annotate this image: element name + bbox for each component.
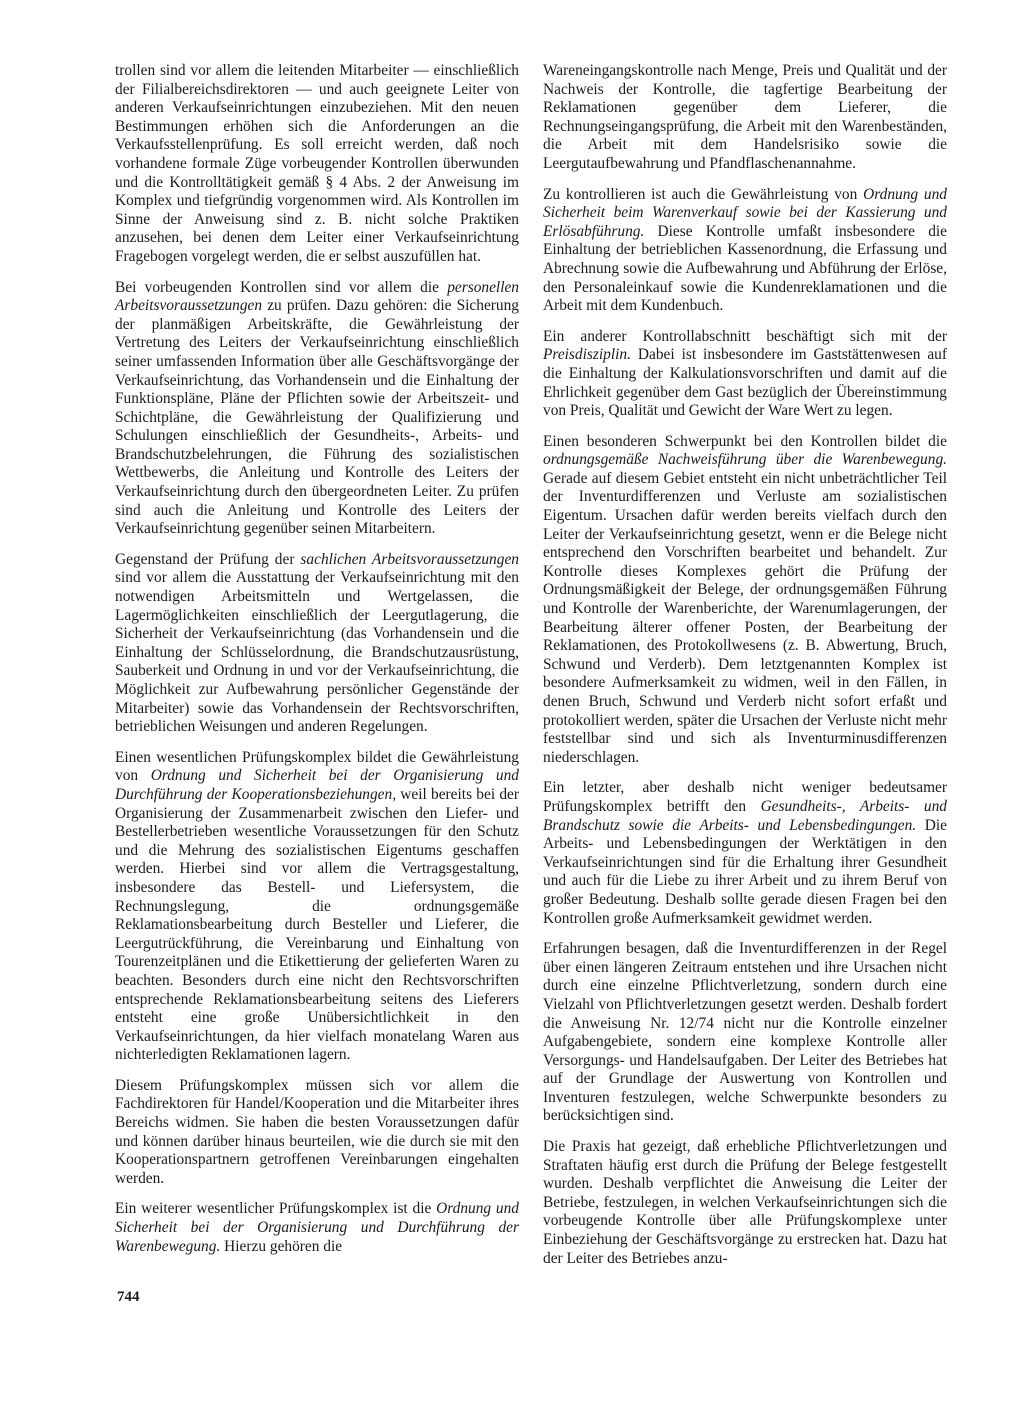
right-paragraph-5 bbox=[543, 779, 947, 928]
left-paragraph-2 bbox=[115, 279, 519, 539]
right-paragraph-6 bbox=[543, 940, 947, 1126]
text-run: Einen wesentlichen Prüfungskomplex bildet die Gewährleistung von bbox=[115, 748, 519, 785]
emphasized-text: Ordnung und Sicherheit bei der Organisierung und Durchführung der Warenbewegung. bbox=[115, 1200, 519, 1255]
text-run: Die Praxis hat gezeigt, daß erhebliche Pflichtverletzungen und Straftaten häufig erst durch die Prüfung der Belege festgestellt wurden. Deshalb verpflichtet die Anweisung die Leiter der Betriebe, festzulegen, in welchen Verkaufseinrichtungen sich die vorbeugende Kontrolle über alle Prüfungskomplexe unter Einbeziehung der Geschäftsvorgänge zu erstrecken hat. Dazu hat der Leiter des Betriebes anzu- bbox=[543, 1138, 947, 1267]
right-paragraph-4 bbox=[543, 433, 947, 768]
text-run: weil bereits bei der Organisierung der Zusammenarbeit zwischen den Liefer- und Bestellerbetrieben wesentliche Voraussetzungen für den Schutz und die Mehrung des sozialistischen Eigentums geschaffen werden. Hierbei sind vor allem die Vertragsgestaltung, insbesondere das Bestell- und Liefersystem, die Rechnungslegung, die ordnungsgemäße Reklamationsbearbeitung durch Besteller und Lieferer, die Leergutrückführung, die Vereinbarung und Einhaltung von Tourenzeitplänen und die Etikettierung der gelieferten Waren zu beachten. Besonders durch eine nicht den Rechtsvorschriften entsprechende Reklamationsbearbeitung seitens des Lieferers entsteht eine große Unübersichtlichkeit in den Verkaufseinrichtungen, da hier vielfach monatelang Waren aus nichterledigten Reklamationen lagern. bbox=[115, 785, 519, 1064]
right-paragraph-2 bbox=[543, 186, 947, 316]
text-run: Wareneingangskontrolle nach Menge, Preis und Qualität und der Nachweis der Kontrolle, die tagfertige Bearbeitung der Reklamationen gegenüber dem Lieferer, die Rechnungseingangsprüfung, die Arbeit mit den Warenbeständen, die Arbeit mit dem Handelsrisiko sowie die Leergutaufbewahrung und Pfandflaschenannahme. bbox=[543, 62, 947, 172]
text-run: Diese Kontrolle umfaßt insbesondere die Einhaltung der betrieblichen Kassenordnung, die Erfassung und Abrechnung sowie die Aufbewahrung und Abführung der Erlöse, den Personaleinkauf sowie die Kundenreklamationen und die Arbeit mit dem Kundenbuch. bbox=[543, 222, 947, 315]
text-run: sind vor allem die Ausstattung der Verkaufseinrichtung mit den notwendigen Arbeitsmitteln und Wertgelassen, die Lagermöglichkeiten einschließlich der Leergutlagerung, die Sicherheit der Verkaufseinrichtung (das Vorhandensein und die Einhaltung der Schlüsselordnung, die Brandschutzausrüstung, Sauberkeit und Ordnung in und vor der Verkaufseinrichtung, die Möglichkeit zur Aufbewahrung persönlicher Gegenstände der Mitarbeiter) sowie das Vorhandensein der Rechtsvorschriften, betrieblichen Weisungen und anderen Regelungen. bbox=[115, 569, 519, 736]
emphasized-text: Ordnung und Sicherheit bei der Organisierung und Durchführung der Kooperationsbeziehungen, bbox=[115, 767, 520, 803]
emphasized-text: ordnungsgemäße Nachweisführung über die Warenbewegung. bbox=[543, 451, 947, 469]
text-run: Dabei ist insbesondere im Gaststättenwesen auf die Einhaltung der Kalkulationsvorschriften und damit auf die Ehrlichkeit gegenüber dem Gast bezüglich der Übereinstimmung von Preis, Qualität und Gewicht der Ware Wert zu legen. bbox=[543, 346, 947, 420]
left-paragraph-6 bbox=[115, 1200, 519, 1256]
right-paragraph-3 bbox=[543, 328, 947, 421]
text-run: Einen besonderen Schwerpunkt bei den Kontrollen bildet die bbox=[543, 432, 947, 450]
text-run: Gegenstand der Prüfung der bbox=[115, 550, 301, 568]
text-run: Ein weiterer wesentlicher Prüfungskomplex ist die bbox=[115, 1200, 437, 1218]
left-paragraph-1 bbox=[115, 62, 519, 267]
emphasized-text: personellen Arbeitsvoraussetzungen bbox=[115, 278, 519, 315]
emphasized-text: Ordnung und Sicherheit beim Warenverkauf sowie bei der Kassierung und Erlösabführung. bbox=[543, 185, 948, 240]
text-run: Bei vorbeugenden Kontrollen sind vor allem die bbox=[115, 278, 448, 296]
text-run: Zu kontrollieren ist auch die Gewährleistung von bbox=[543, 185, 864, 203]
emphasized-text: Gesundheits-, Arbeits- und Brandschutz sowie die Arbeits- und Lebensbedingungen. bbox=[543, 797, 947, 834]
text-run: zu prüfen. Dazu gehören: die Sicherung der planmäßigen Arbeitskräfte, die Gewährleistung der Vertretung des Leiters der Verkaufseinrichtung einschließlich seiner umfassenden Information über alle Geschäftsvorgänge der Verkaufseinrichtung, das Vorhandensein und die Einhaltung der Funktionspläne, Pläne der Pflichten sowie der Arbeitszeit- und Schichtpläne, die Gewährleistung der Qualifizierung und Schulungen einschließlich der Gesundheits-, Arbeits- und Brandschutzbelehrungen, die Führung des sozialistischen Wettbewerbs, die Anleitung und Kontrolle des Leiters der Verkaufseinrichtung durch den übergeordneten Leiter. Zu prüfen sind auch die Anleitung und Kontrolle des Leiters der Verkaufseinrichtung gegenüber seinen Mitarbeitern. bbox=[115, 297, 519, 538]
right-paragraph-7 bbox=[543, 1138, 947, 1268]
left-paragraph-3 bbox=[115, 551, 519, 737]
left-paragraph-5 bbox=[115, 1077, 519, 1189]
right-text-column bbox=[543, 62, 947, 1280]
text-run: Gerade auf diesem Gebiet entsteht ein nicht unbeträchtlicher Teil der Inventurdifferenzen und Verluste am sozialistischen Eigentum. Ursachen dafür werden bereits vielfach durch den Leiter der Verkaufseinrichtung gesetzt, wenn er die Belege nicht entsprechend den Vorschriften bearbeitet und behandelt. Zur Kontrolle dieses Komplexes gehört die Prüfung der Ordnungsmäßigkeit der Belege, der ordnungsgemäßen Führung und Kontrolle der Warenberichte, der Warenumlagerungen, der Bearbeitung älterer offener Posten, der Bearbeitung der Reklamationen, des Protokollwesens (z. B. Abwertung, Bruch, Schwund und Verderb). Dem letztgenannten Komplex ist besondere Aufmerksamkeit zu widmen, weil in den Fällen, in denen Bruch, Schwund und Verderb nicht sofort erfaßt und protokolliert werden, später die Ursachen der Verluste nicht mehr feststellbar sind und sich als Inventurminusdifferenzen niederschlagen. bbox=[543, 469, 947, 766]
text-run: Die Arbeits- und Lebensbedingungen der Werktätigen in den Verkaufseinrichtungen sind für die Erhaltung ihrer Gesundheit und auch für die Liebe zu ihrer Arbeit und zu ihrem Beruf von großer Bedeutung. Deshalb sollte gerade diesen Fragen bei den Kontrollen große Aufmerksamkeit gewidmet werden. bbox=[543, 816, 947, 927]
text-run: Ein letzter, aber deshalb nicht weniger bedeutsamer Prüfungskomplex betrifft den bbox=[543, 779, 947, 815]
left-paragraph-4 bbox=[115, 749, 519, 1065]
left-text-column bbox=[115, 62, 519, 1268]
text-run: Diesem Prüfungskomplex müssen sich vor allem die Fachdirektoren für Handel/Kooperation und die Mitarbeiter ihres Bereichs widmen. Sie haben die besten Voraussetzungen dafür und können darüber hinaus beurteilen, wie die durch sie mit den Kooperationspartnern getroffenen Vereinbarungen eingehalten werden. bbox=[115, 1076, 519, 1187]
page-number: 744 bbox=[117, 1289, 140, 1305]
text-run: Hierzu gehören die bbox=[220, 1237, 343, 1255]
right-paragraph-1 bbox=[543, 62, 947, 174]
emphasized-text: Preisdisziplin. bbox=[543, 346, 631, 364]
text-run: trollen sind vor allem die leitenden Mitarbeiter — einschließlich der Filialbereichsdirektoren — und auch geeignete Leiter von anderen Verkaufseinrichtungen einzubeziehen. Mit den neuen Bestimmungen erhöhen sich die Anforderungen an die Verkaufsstellenprüfung. Es soll erreicht werden, daß noch vorhandene formale Züge vorbeugender Kontrollen überwunden und die Kontrolltätigkeit gemäß § 4 Abs. 2 der Anweisung im Komplex und tiefgründig vorgenommen wird. Als Kontrollen im Sinne der Anweisung sind z. B. nicht solche Praktiken anzusehen, bei denen dem Leiter einer Verkaufseinrichtung Fragebogen vorgelegt werden, die er selbst auszufüllen hat. bbox=[115, 62, 519, 265]
emphasized-text: sachlichen Arbeitsvoraussetzungen bbox=[300, 550, 519, 568]
text-run: Ein anderer Kontrollabschnitt beschäftigt sich mit der bbox=[543, 327, 947, 345]
text-run: Erfahrungen besagen, daß die Inventurdifferenzen in der Regel über einen längeren Zeitraum entstehen und ihre Ursachen nicht durch eine einzelne Pflichtverletzung, sondern durch eine Vielzahl von Pflichtverletzungen gesetzt werden. Deshalb fordert die Anweisung Nr. 12/74 nicht nur die Kontrolle einzelner Aufgabengebiete, sondern eine komplexe Kontrolle aller Versorgungs- und Handelsaufgaben. Der Leiter des Betriebes hat auf der Grundlage der Auswertung von Kontrollen und Inventuren festzulegen, welche Schwerpunkte besonders zu berücksichtigen sind. bbox=[543, 940, 947, 1125]
